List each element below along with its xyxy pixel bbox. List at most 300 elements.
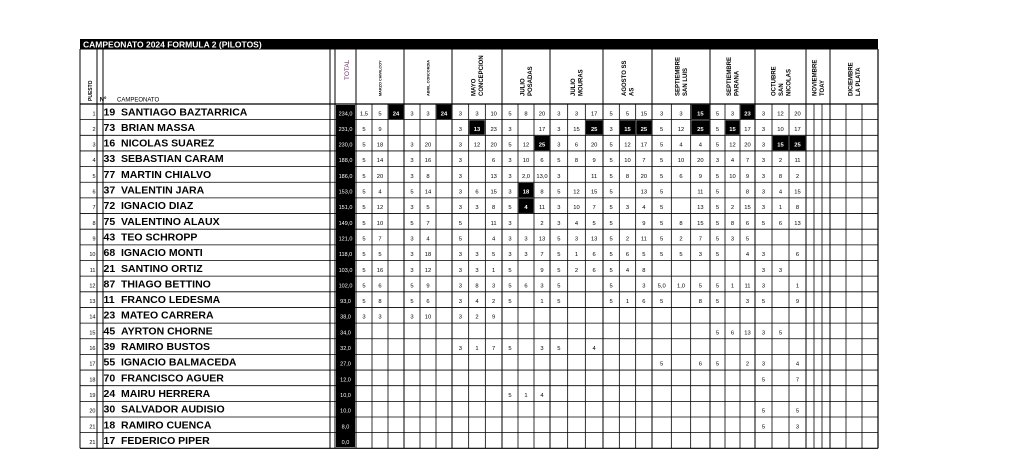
race-score-cell: 3: [458, 205, 462, 212]
row-position: 21: [89, 439, 96, 446]
row-pilot-name: SEBASTIAN CARAM: [121, 153, 224, 166]
race-score-cell: 6: [574, 142, 579, 149]
race-score-cell: 20: [640, 173, 648, 180]
race-score-cell: 4: [642, 205, 646, 212]
race-score-cell: 8: [745, 189, 750, 196]
race-score-cell: 8: [698, 299, 702, 306]
race-score-cell: 5: [660, 205, 664, 212]
race-score-cell: 15: [697, 220, 704, 227]
race-score-cell: 8: [378, 299, 382, 306]
race-score-cell: 5: [660, 173, 664, 180]
row-pilot-name: VALENTIN JARA: [121, 184, 205, 197]
row-total: 32,0: [340, 346, 351, 353]
race-score-cell: 5: [362, 267, 366, 274]
race-header-3: CONCEPCION: [479, 55, 485, 96]
race-score-cell: 5: [609, 236, 613, 243]
row-pilot-name: AYRTON CHORNE: [121, 325, 213, 338]
race-score-cell: 9: [592, 158, 596, 165]
row-number: 37: [103, 184, 116, 197]
race-score-cell: 8: [475, 283, 479, 290]
race-score-cell: 15: [590, 189, 598, 196]
race-score-cell: 5: [362, 142, 366, 149]
race-score-cell: 4: [778, 189, 783, 196]
race-score-cell: 5: [715, 205, 720, 212]
race-score-cell: 6: [540, 158, 544, 165]
race-score-cell: 3: [410, 205, 414, 212]
race-score-cell: 7: [642, 158, 646, 165]
row-total: 121,0: [338, 236, 353, 243]
race-score-cell: 5: [609, 299, 613, 306]
row-number: 77: [103, 168, 116, 181]
race-score-cell: 10: [573, 205, 580, 212]
race-score-cell: 5: [362, 220, 366, 227]
race-score-cell: 5: [492, 252, 496, 259]
race-score-cell: 9: [642, 220, 646, 227]
table-body: [89, 106, 801, 447]
race-score-cell: 5: [660, 236, 664, 243]
row-pilot-name: TEO SCHROPP: [121, 231, 198, 244]
row-number: 45: [103, 325, 116, 338]
race-score-cell: 5: [378, 252, 382, 259]
race-score-cell: 18: [522, 189, 530, 196]
race-score-cell: 3: [642, 283, 646, 290]
table-row: [89, 419, 799, 431]
row-number: 43: [103, 231, 116, 244]
race-score-cell: 5,0: [657, 283, 666, 290]
race-score-cell: 2: [492, 299, 496, 306]
race-score-cell: 5: [795, 408, 800, 415]
table-row: [92, 169, 799, 181]
race-score-cell: 3: [458, 314, 462, 321]
table-row: [92, 200, 799, 212]
race-score-cell: 3: [458, 299, 462, 306]
race-score-cell: 5: [609, 189, 613, 196]
race-score-cell: 3: [557, 220, 561, 227]
race-score-cell: 5: [715, 252, 720, 259]
race-score-cell: 5: [715, 283, 720, 290]
row-total: 38,0: [340, 314, 351, 321]
race-score-cell: 15: [573, 126, 580, 133]
race-score-cell: 17: [744, 126, 751, 133]
race-header-9: OCTUBRE: [771, 66, 778, 96]
race-score-cell: 1: [730, 283, 735, 290]
race-score-cell: 3: [458, 346, 462, 353]
race-score-cell: 3: [458, 158, 462, 165]
race-score-cell: 2: [475, 314, 479, 321]
race-score-cell: 2: [730, 205, 735, 212]
race-score-cell: 17: [794, 126, 801, 133]
race-score-cell: 3: [524, 252, 528, 259]
race-score-cell: 3: [458, 189, 462, 196]
race-score-cell: 3: [540, 346, 544, 353]
race-score-cell: 3: [761, 126, 766, 133]
race-score-cell: 15: [729, 126, 736, 133]
row-pilot-name: MAIRU HERRERA: [121, 387, 211, 400]
race-score-cell: 3: [609, 126, 613, 133]
row-pilot-name: MATEO CARRERA: [121, 309, 214, 322]
table-row: [89, 404, 799, 416]
race-score-cell: 5: [557, 252, 561, 259]
table-row: [89, 357, 800, 369]
race-score-cell: 12: [522, 142, 530, 149]
race-score-cell: 8: [426, 173, 430, 180]
race-header-10: NOVIEMBRE: [812, 59, 819, 96]
race-score-cell: 3: [540, 283, 544, 290]
row-total: 149,0: [338, 220, 353, 227]
row-position: 15: [89, 330, 96, 337]
race-score-cell: 5: [557, 189, 561, 196]
race-score-cell: 3: [557, 126, 561, 133]
table-row: [89, 372, 799, 384]
race-header-9: SAN: [778, 83, 785, 96]
race-score-cell: 3: [492, 283, 496, 290]
race-score-cell: 5: [508, 205, 512, 212]
row-pilot-name: SANTINO ORTIZ: [121, 262, 203, 275]
race-score-cell: 13: [590, 236, 598, 243]
row-number: 18: [103, 419, 116, 432]
race-score-cell: 14: [376, 158, 384, 165]
row-pilot-name: FEDERICO PIPER: [121, 434, 210, 447]
race-score-cell: 3: [508, 220, 512, 227]
header-pilot: CAMPEONATO: [117, 97, 160, 104]
race-score-cell: 5: [557, 158, 561, 165]
race-score-cell: 17: [590, 111, 598, 118]
row-position: 12: [89, 283, 96, 290]
race-score-cell: 6: [745, 220, 750, 227]
race-score-cell: 3: [410, 173, 414, 180]
race-score-cell: 3: [761, 173, 766, 180]
race-score-cell: 7: [426, 220, 430, 227]
race-score-cell: 11: [490, 220, 497, 227]
table-header: [88, 55, 862, 103]
row-position: 1: [92, 111, 96, 118]
race-score-cell: 2: [795, 173, 800, 180]
race-score-cell: 5: [362, 126, 366, 133]
race-score-cell: 3: [378, 314, 382, 321]
race-score-cell: 25: [590, 126, 598, 133]
race-score-cell: 5: [410, 283, 414, 290]
race-header-4: JULIO: [520, 78, 527, 96]
race-score-cell: 5: [715, 126, 720, 133]
race-score-cell: 5: [715, 189, 720, 196]
race-header-5: JULIO: [571, 78, 577, 96]
race-score-cell: 3: [410, 252, 414, 259]
race-score-cell: 7: [378, 236, 382, 243]
race-score-cell: 6: [524, 283, 528, 290]
race-score-cell: 5: [508, 267, 512, 274]
race-score-cell: 20: [590, 142, 598, 149]
row-total: 27,0: [340, 361, 351, 368]
race-score-cell: 4: [475, 299, 479, 306]
race-score-cell: 3: [475, 252, 479, 259]
race-score-cell: 3: [458, 267, 462, 274]
race-score-cell: 11: [744, 283, 751, 290]
row-pilot-name: FRANCISCO AGUER: [121, 372, 224, 385]
race-score-cell: 5: [715, 111, 720, 118]
race-score-cell: 6: [642, 299, 646, 306]
race-score-cell: 4: [730, 158, 735, 165]
race-score-cell: 20: [490, 142, 497, 149]
race-score-cell: 12: [777, 111, 784, 118]
race-score-cell: 3: [730, 111, 735, 118]
table-row: [89, 435, 349, 447]
race-score-cell: 12: [376, 205, 384, 212]
row-position: 18: [89, 377, 96, 384]
race-score-cell: 10: [677, 158, 685, 165]
race-score-cell: 3: [761, 111, 766, 118]
race-score-cell: 6: [492, 158, 496, 165]
row-position: 19: [89, 392, 96, 399]
race-score-cell: 5: [362, 299, 366, 306]
row-position: 13: [89, 299, 96, 306]
race-score-cell: 9: [492, 314, 496, 321]
race-score-cell: 4: [745, 252, 750, 259]
race-score-cell: 13,0: [536, 173, 548, 180]
race-score-cell: 4: [625, 267, 630, 274]
race-score-cell: 3: [458, 142, 462, 149]
race-score-cell: 8: [574, 158, 579, 165]
race-score-cell: 10: [424, 314, 432, 321]
race-score-cell: 6: [592, 267, 596, 274]
row-position: 6: [92, 189, 96, 196]
race-score-cell: 3: [458, 283, 462, 290]
race-score-cell: 5: [557, 283, 561, 290]
race-score-cell: 3: [761, 142, 766, 149]
header-puesto: PUESTO: [88, 80, 94, 101]
table-row: [92, 216, 800, 228]
race-score-cell: 12: [624, 142, 631, 149]
row-number: 30: [103, 403, 116, 416]
race-score-cell: 5: [609, 142, 613, 149]
race-score-cell: 5: [679, 252, 683, 259]
race-score-cell: 3: [761, 283, 766, 290]
race-score-cell: 5: [508, 346, 512, 353]
row-pilot-name: SANTIAGO BAZTARRICA: [121, 106, 248, 119]
race-score-cell: 5: [410, 189, 414, 196]
race-score-cell: 5: [761, 408, 766, 415]
row-number: 70: [103, 372, 116, 385]
race-score-cell: 15: [777, 142, 784, 149]
race-score-cell: 3: [761, 189, 766, 196]
race-score-cell: 1: [574, 252, 579, 259]
table-row: [89, 388, 544, 400]
row-total: 151,0: [338, 205, 353, 212]
row-total: 8,0: [341, 424, 350, 431]
race-score-cell: 3: [508, 252, 512, 259]
race-score-cell: 2: [625, 236, 630, 243]
race-score-cell: 3: [557, 111, 561, 118]
race-score-cell: 5: [609, 283, 613, 290]
race-score-cell: 4: [679, 142, 683, 149]
race-score-cell: 23: [490, 126, 497, 133]
race-score-cell: 5: [458, 236, 462, 243]
row-number: 23: [103, 309, 116, 322]
race-score-cell: 11: [794, 158, 801, 165]
race-score-cell: 3: [410, 267, 414, 274]
race-score-cell: 23: [744, 111, 751, 118]
race-score-cell: 15: [744, 205, 751, 212]
race-score-cell: 5: [642, 252, 646, 259]
row-total: 10,0: [340, 408, 351, 415]
race-score-cell: 20: [697, 158, 704, 165]
race-score-cell: 3: [458, 173, 462, 180]
row-position: 4: [92, 158, 96, 165]
race-score-cell: 13: [744, 330, 751, 337]
row-total: 10,0: [340, 392, 351, 399]
race-score-cell: 8: [679, 220, 683, 227]
table-row: [89, 294, 799, 306]
race-score-cell: 13: [490, 173, 497, 180]
race-score-cell: 4: [795, 361, 800, 368]
race-score-cell: 2: [540, 220, 544, 227]
race-score-cell: 5: [362, 173, 366, 180]
race-score-cell: 10: [522, 158, 530, 165]
race-score-cell: 2: [778, 158, 783, 165]
race-header-11: LA PLATA: [856, 67, 862, 96]
race-score-cell: 5: [625, 111, 630, 118]
header-total: TOTAL: [344, 59, 351, 80]
race-score-cell: 1: [492, 267, 496, 274]
race-score-cell: 9: [745, 173, 750, 180]
race-score-cell: 5: [362, 252, 366, 259]
table-row: [89, 247, 799, 259]
race-score-cell: 3: [458, 126, 462, 133]
race-score-cell: 25: [794, 142, 801, 149]
row-position: 5: [92, 173, 96, 180]
race-score-cell: 12: [729, 142, 736, 149]
race-score-cell: 9: [426, 283, 430, 290]
race-score-cell: 20: [538, 111, 546, 118]
row-pilot-name: BRIAN MASSA: [121, 121, 196, 134]
race-score-cell: 20: [376, 173, 384, 180]
race-score-cell: 6: [592, 252, 596, 259]
race-score-cell: 9: [795, 299, 800, 306]
race-score-cell: 15: [697, 111, 704, 118]
race-score-cell: 6: [625, 252, 630, 259]
race-score-cell: 3: [426, 111, 430, 118]
race-score-cell: 3: [761, 205, 766, 212]
row-total: 153,0: [338, 189, 353, 196]
race-score-cell: 3: [557, 173, 561, 180]
race-score-cell: 12: [573, 189, 580, 196]
row-total: 102,0: [338, 283, 353, 290]
race-score-cell: 7: [698, 236, 702, 243]
race-header-6: AS: [629, 87, 636, 96]
race-score-cell: 5: [609, 267, 613, 274]
race-score-cell: 1: [795, 283, 800, 290]
race-score-cell: 8: [524, 111, 528, 118]
row-position: 14: [89, 314, 96, 321]
race-score-cell: 3: [410, 314, 414, 321]
race-score-cell: 5: [592, 220, 596, 227]
race-score-cell: 5: [609, 205, 613, 212]
race-score-cell: 4: [492, 236, 496, 243]
race-score-cell: 8: [625, 173, 630, 180]
row-position: 9: [92, 236, 96, 243]
race-score-cell: 7: [795, 377, 800, 384]
race-score-cell: 11: [640, 236, 647, 243]
race-score-cell: 11: [591, 173, 598, 180]
row-pilot-name: FRANCO LEDESMA: [121, 294, 221, 307]
race-score-cell: 5: [410, 299, 414, 306]
race-score-cell: 10: [490, 111, 497, 118]
race-score-cell: 4: [426, 236, 430, 243]
race-score-cell: 5: [660, 126, 664, 133]
race-score-cell: 6: [778, 220, 783, 227]
race-score-cell: 5: [761, 424, 766, 431]
race-score-cell: 3: [730, 236, 735, 243]
race-score-cell: 25: [697, 126, 704, 133]
race-score-cell: 5: [609, 173, 613, 180]
race-score-cell: 14: [424, 189, 432, 196]
row-pilot-name: IGNACIO DIAZ: [121, 200, 194, 213]
race-score-cell: 5: [609, 252, 613, 259]
race-score-cell: 3: [458, 252, 462, 259]
race-score-cell: 5: [715, 361, 720, 368]
race-score-cell: 20: [424, 142, 432, 149]
race-score-cell: 15: [490, 189, 497, 196]
race-score-cell: 11: [697, 189, 704, 196]
race-score-cell: 5: [715, 236, 720, 243]
row-position: 10: [89, 252, 96, 259]
race-score-cell: 24: [440, 111, 448, 118]
race-score-cell: 5: [362, 158, 366, 165]
race-score-cell: 2: [679, 236, 683, 243]
race-score-cell: 5: [557, 236, 561, 243]
row-number: 75: [103, 215, 116, 228]
race-score-cell: 25: [640, 126, 648, 133]
race-score-cell: 1,0: [676, 283, 686, 290]
race-score-cell: 3: [410, 111, 414, 118]
row-number: 24: [103, 387, 116, 400]
row-total: 234,0: [338, 111, 353, 118]
row-pilot-name: SALVADOR AUDISIO: [121, 403, 225, 416]
race-score-cell: 13: [794, 220, 801, 227]
race-score-cell: 5: [715, 142, 720, 149]
race-score-cell: 5: [508, 392, 512, 399]
race-score-cell: 3: [362, 314, 366, 321]
race-score-cell: 4: [540, 392, 544, 399]
race-score-cell: 5: [410, 220, 414, 227]
race-score-cell: 3: [761, 267, 766, 274]
race-header-7: SEPTIEMBRE: [675, 56, 682, 96]
race-header-10: TOAY: [820, 79, 826, 96]
race-score-cell: 10: [624, 158, 631, 165]
row-number: 17: [103, 434, 116, 447]
race-score-cell: 16: [424, 158, 432, 165]
race-score-cell: 25: [538, 142, 546, 149]
race-score-cell: 3: [778, 267, 783, 274]
race-score-cell: 9: [378, 126, 382, 133]
race-score-cell: 1: [524, 392, 528, 399]
race-score-cell: 7: [492, 346, 496, 353]
row-number: 55: [103, 356, 116, 369]
race-score-cell: 2: [745, 361, 750, 368]
race-score-cell: 3: [508, 236, 512, 243]
row-pilot-name: RAMIRO BUSTOS: [121, 341, 211, 354]
race-score-cell: 5: [745, 236, 750, 243]
sheet-title: CAMPEONATO 2024 FORMULA 2 (PILOTOS): [83, 39, 262, 50]
race-score-cell: 6: [378, 283, 382, 290]
race-score-cell: 5: [778, 330, 783, 337]
race-score-cell: 3: [475, 205, 479, 212]
race-score-cell: 5: [698, 283, 702, 290]
race-score-cell: 3: [761, 361, 766, 368]
race-score-cell: 7: [540, 252, 544, 259]
race-score-cell: 15: [794, 189, 801, 196]
row-position: 7: [92, 205, 96, 212]
race-score-cell: 3: [524, 236, 528, 243]
